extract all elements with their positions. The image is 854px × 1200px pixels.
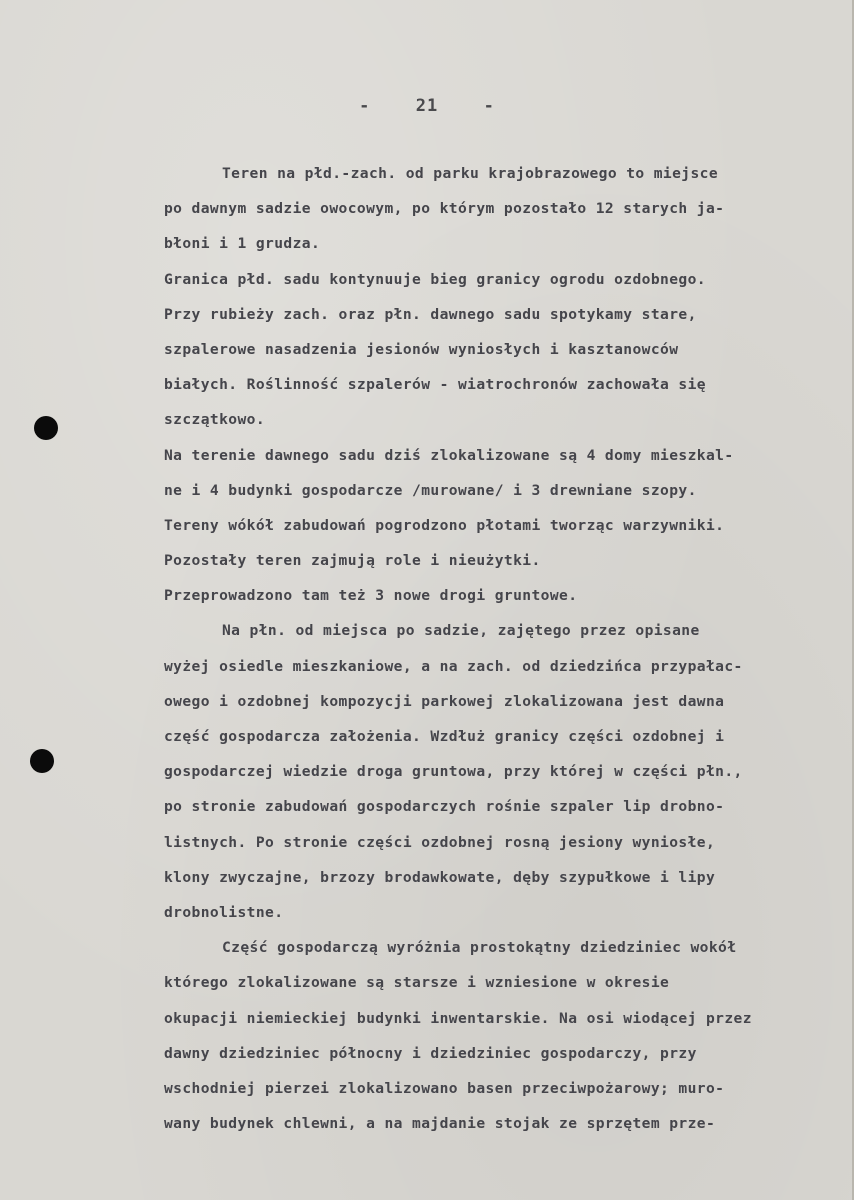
text-line: klony zwyczajne, brzozy brodawkowate, dęby szypułkowe i lipy (164, 868, 716, 886)
text-line: Część gospodarczą wyróżnia prostokątny dziedziniec wokół (222, 939, 737, 957)
text-line: błoni i 1 grudza. (164, 235, 321, 253)
page-number-header (0, 96, 854, 116)
text-line: po dawnym sadzie owocowym, po którym pozostało 12 starych ja- (164, 200, 725, 218)
text-line: wschodniej pierzei zlokalizowano basen przeciwpożarowy; muro- (164, 1079, 725, 1097)
text-line: ne i 4 budynki gospodarcze /murowane/ i 3 drewniane szopy. (164, 481, 697, 499)
typewritten-body (164, 156, 852, 1141)
text-line: dawny dziedziniec północny i dziedziniec gospodarczy, przy (164, 1044, 697, 1062)
text-line: okupacji niemieckiej budynki inwentarskie. Na osi wiodącej przez (164, 1009, 752, 1027)
text-line: drobnolistne. (164, 903, 284, 921)
text-line: listnych. Po stronie części ozdobnej rosną jesiony wyniosłe, (164, 833, 716, 851)
text-line: Pozostały teren zajmują role i nieużytki. (164, 552, 541, 570)
text-line: gospodarczej wiedzie droga gruntowa, przy której w części płn., (164, 763, 743, 781)
text-line: białych. Roślinność szpalerów - wiatrochronów zachowała się (164, 376, 706, 394)
text-line: wyżej osiedle mieszkaniowe, a na zach. od dziedzińca przypałac- (164, 657, 743, 675)
punch-hole (30, 749, 54, 773)
page-number: 21 (415, 96, 439, 116)
text-line: Przy rubieży zach. oraz płn. dawnego sadu spotykamy stare, (164, 305, 697, 323)
text-line: Przeprowadzono tam też 3 nowe drogi gruntowe. (164, 587, 578, 605)
text-line: szpalerowe nasadzenia jesionów wyniosłych i kasztanowców (164, 340, 679, 358)
text-line: Teren na płd.-zach. od parku krajobrazowego to miejsce (222, 165, 719, 182)
text-line: owego i ozdobnej kompozycji parkowej zlokalizowana jest dawna (164, 692, 725, 710)
page-number-dash-right: - (483, 96, 495, 116)
text-line: po stronie zabudowań gospodarczych rośnie szpaler lip drobno- (164, 798, 725, 816)
text-line: szczątkowo. (164, 411, 266, 429)
text-line: Tereny wókół zabudowań pogrodzono płotami tworząc warzywniki. (164, 516, 725, 534)
text-line: wany budynek chlewni, a na majdanie stojak ze sprzętem prze- (164, 1115, 716, 1133)
text-line: część gospodarcza założenia. Wzdłuż granicy części ozdobnej i (164, 728, 725, 745)
text-line: Granica płd. sadu kontynuuje bieg granicy ogrodu ozdobnego. (164, 270, 706, 288)
text-line: którego zlokalizowane są starsze i wzniesione w okresie (164, 974, 670, 992)
text-line: Na terenie dawnego sadu dziś zlokalizowane są 4 domy mieszkal- (164, 446, 734, 464)
text-line: Na płn. od miejsca po sadzie, zajętego przez opisane (222, 622, 700, 640)
page-number-dash-left: - (359, 96, 371, 116)
punch-hole (34, 416, 58, 440)
